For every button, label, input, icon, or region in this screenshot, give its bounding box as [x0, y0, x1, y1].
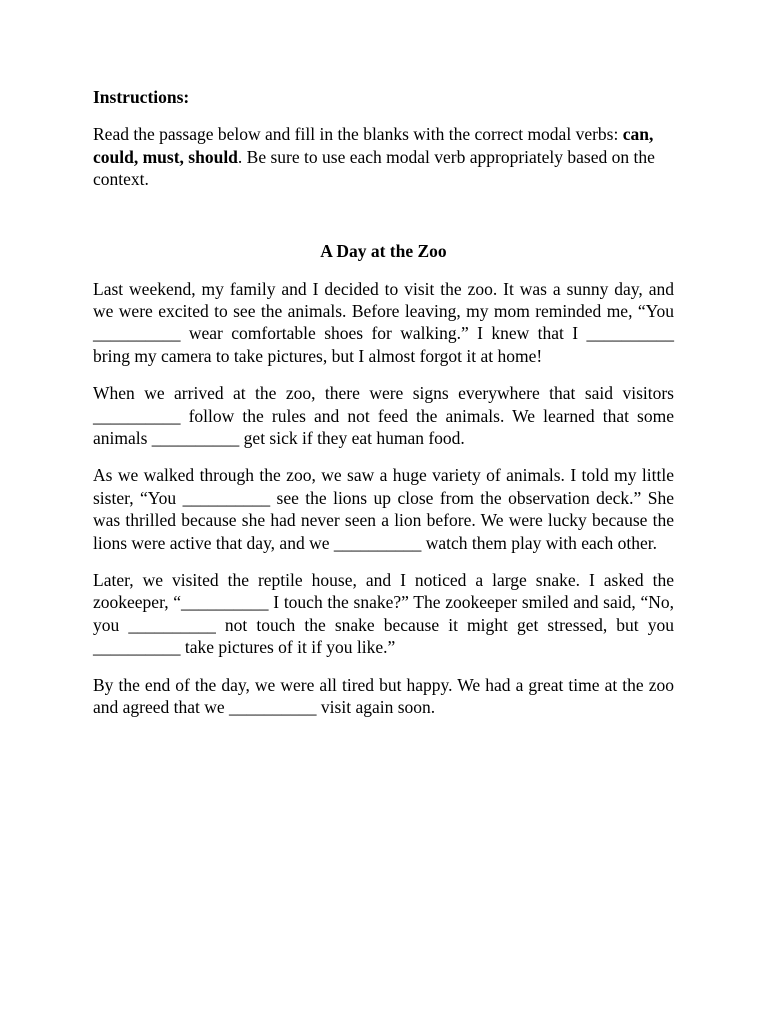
passage-paragraph-2: When we arrived at the zoo, there were signs everywhere that said visitors __________ follow the rules and not feed the animals. We learned that some animals __________ get sick if they eat human food.	[93, 383, 674, 448]
instructions-heading: Instructions:	[93, 87, 190, 107]
instructions-text-after: . Be sure to use each modal verb appropriately based on the context.	[93, 146, 655, 189]
passage-paragraph-4: Later, we visited the reptile house, and I noticed a large snake. I asked the zookeeper, “__________ I touch the snake?” The zookeeper smiled and said, “No, you __________ not touch the snake because it might get stressed, but you __________ take pictures of it if you like.”	[93, 569, 674, 658]
passage-title: A Day at the Zoo	[320, 240, 447, 261]
instructions-text-before: Read the passage below and fill in the blanks with the correct modal verbs:	[93, 124, 623, 144]
modal-verb-list: can, could, must, should	[93, 124, 654, 167]
passage-paragraph-1: Last weekend, my family and I decided to visit the zoo. It was a sunny day, and we were excited to see the animals. Before leaving, my mom reminded me, “You __________ wear comfortable shoes for walking.” I knew that I __________ bring my camera to take pictures, but I almost forgot it at home!	[93, 278, 674, 366]
instructions-text	[93, 123, 674, 191]
passage-paragraph-5: By the end of the day, we were all tired but happy. We had a great time at the zoo and agreed that we __________ visit again soon.	[93, 674, 674, 717]
passage-paragraph-3: As we walked through the zoo, we saw a huge variety of animals. I told my little sister, “You __________ see the lions up close from the observation deck.” She was thrilled because she had never seen a lion before. We were lucky because the lions were active that day, and we __________ watch them play with each other.	[93, 465, 674, 553]
worksheet-page	[93, 86, 674, 733]
